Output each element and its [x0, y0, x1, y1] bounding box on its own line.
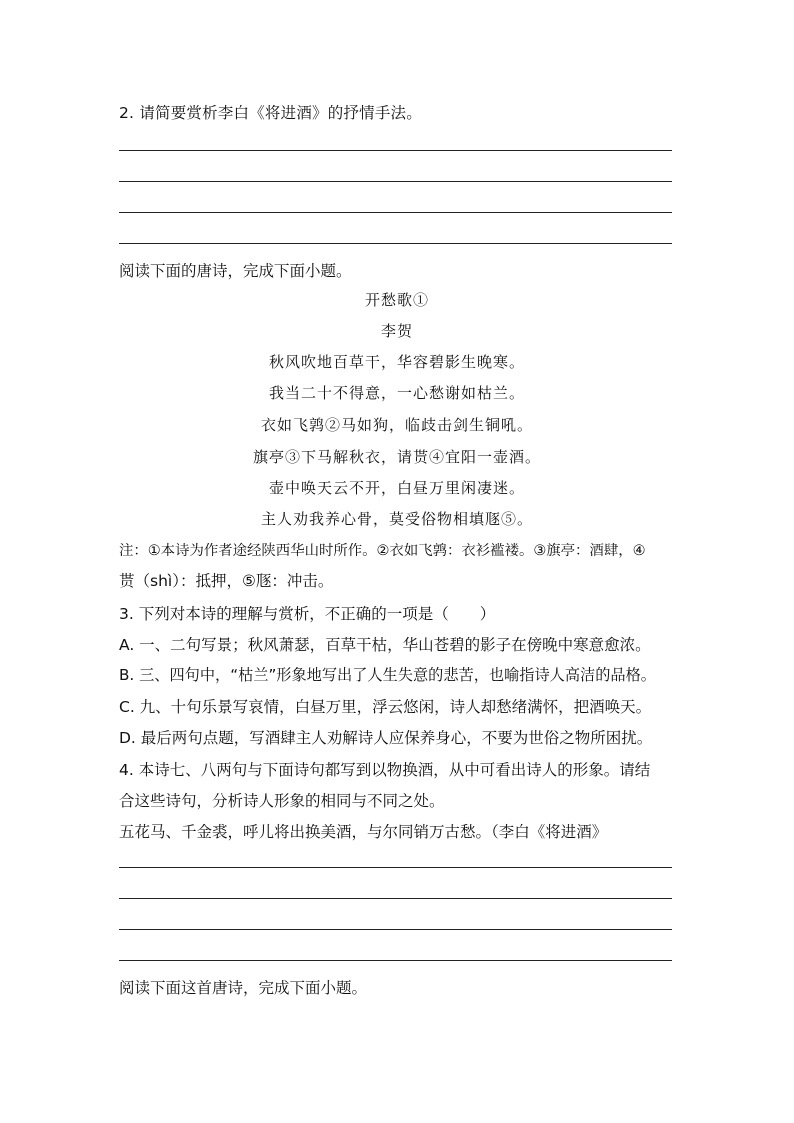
question-3-stem: 3. 下列对本诗的理解与赏析，不正确的一项是（ ）: [119, 605, 496, 623]
answer-line-q2-3: [119, 212, 672, 213]
question-4-quote: 五花马、千金裘，呼儿将出换美酒，与尔同销万古愁。（李白《将进酒》: [119, 823, 608, 841]
question-4-stem-line-2: 合这些诗句，分析诗人形象的相同与不同之处。: [119, 792, 445, 810]
answer-line-q2-4: [119, 243, 672, 244]
question-3-option-b: B. 三、四句中，“枯兰”形象地写出了人生失意的悲苦，也喻指诗人高洁的品格。: [119, 666, 656, 684]
question-3-option-d: D. 最后两句点题，写酒肆主人劝解诗人应保养身心，不要为世俗之物所困扰。: [119, 729, 653, 747]
answer-line-q2-2: [119, 181, 672, 182]
question-3-option-a: A. 一、二句写景；秋风萧瑟，百草干枯，华山苍碧的影子在傍晚中寒意愈浓。: [119, 636, 651, 654]
answer-line-q4-1: [119, 867, 672, 868]
poem-line-3: 衣如飞鹑②马如狗，临歧击剑生铜吼。: [260, 416, 533, 434]
question-2-title: 2. 请简要赏析李白《将进酒》的抒情手法。: [119, 104, 422, 122]
poem-line-5: 壶中唤天云不开，白昼万里闲凄迷。: [268, 479, 525, 497]
poem-notes-line-1: 注：①本诗为作者途经陕西华山时所作。②衣如飞鹑：衣衫褴褛。③旗亭：酒肆，④: [119, 543, 646, 559]
answer-line-q2-1: [119, 150, 672, 151]
question-3-option-c: C. 九、十句乐景写哀情，白昼万里，浮云悠闲，诗人却愁绪满怀，把酒唤天。: [119, 698, 652, 716]
poem-line-4: 旗亭③下马解秋衣，请贳④宜阳一壶酒。: [252, 448, 541, 466]
answer-line-q4-2: [119, 898, 672, 899]
poem-line-1: 秋风吹地百草干，华容碧影生晚寒。: [268, 353, 525, 371]
reading-instruction-2: 阅读下面这首唐诗，完成下面小题。: [119, 979, 368, 997]
poem-line-6: 主人劝我养心骨，莫受俗物相填豗⑤。: [260, 510, 533, 528]
poem-title: 开愁歌①: [364, 291, 429, 309]
question-4-stem-line-1: 4. 本诗七、八两句与下面诗句都写到以物换酒，从中可看出诗人的形象。请结: [119, 761, 651, 779]
answer-line-q4-3: [119, 929, 672, 930]
reading-instruction-1: 阅读下面的唐诗，完成下面小题。: [119, 262, 352, 280]
answer-line-q4-4: [119, 960, 672, 961]
poem-author: 李贺: [380, 322, 413, 340]
poem-notes-line-2: 贳（shì）：抵押，⑤豗：冲击。: [119, 572, 334, 590]
poem-line-2: 我当二十不得意，一心愁谢如枯兰。: [268, 384, 525, 402]
